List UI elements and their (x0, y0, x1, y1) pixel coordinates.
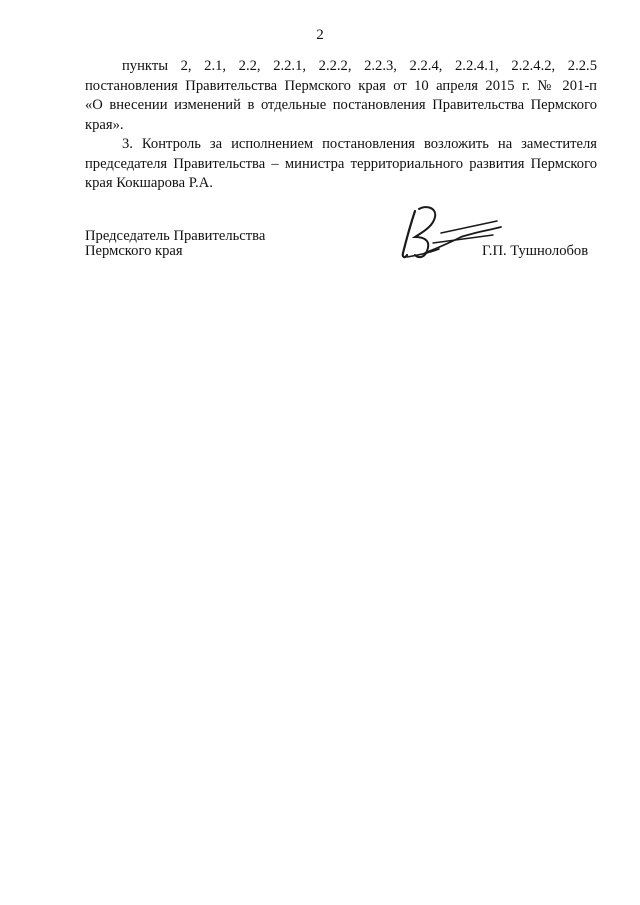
signatory-name: Г.П. Тушнолобов (482, 243, 589, 259)
paragraph-points-line-3: «О внесении изменений в отдельные постановления Правительства Пермского (85, 97, 597, 114)
page-number: 2 (316, 27, 324, 43)
signatory-title-line-1: Председатель Правительства (85, 228, 266, 244)
paragraph-control: 3. Контроль за исполнением постановления возложить на заместителя председателя Правительства – министра территориального развития Пермского края Кокшарова Р.А. (85, 136, 597, 192)
paragraph-points (85, 57, 597, 135)
signatory-title (85, 229, 265, 259)
paragraph-points-line-4: края». (85, 116, 124, 133)
paragraph-points-line-1: пункты 2, 2.1, 2.2, 2.2.1, 2.2.2, 2.2.3, 2.2.4, 2.2.4.1, 2.2.4.2, 2.2.5 (122, 58, 597, 74)
paragraph-points-line-2: постановления Правительства Пермского края от 10 апреля 2015 г. № 201-п (85, 77, 597, 94)
signatory-title-line-2: Пермского края (85, 243, 183, 259)
